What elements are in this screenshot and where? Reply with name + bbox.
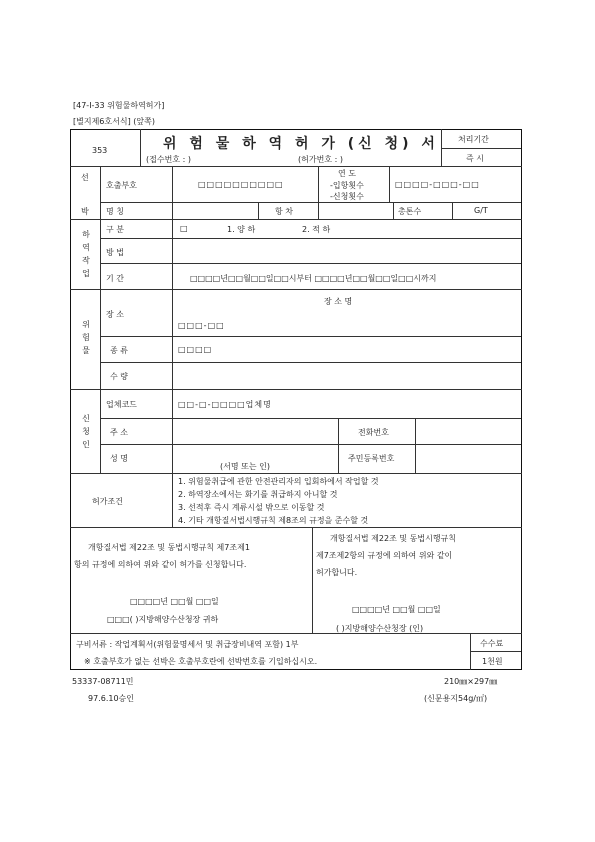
permission-text: 제7조제2항의 규정에 의하여 위와 같이 [316, 551, 453, 560]
footer-approval: 97.6.10승인 [88, 694, 134, 703]
location-label: 장 소 [106, 310, 124, 319]
signature-label: (서명 또는 인) [220, 462, 270, 471]
name-label: 성 명 [110, 454, 128, 463]
quantity-label: 수 량 [110, 372, 128, 381]
permission-text: 개항질서법 제22조 및 동법시행규칙 [330, 534, 456, 543]
receipt-number: (접수번호 : ) [146, 155, 191, 164]
condition-item: 2. 하역장소에서는 화기를 취급하지 아니할 것 [178, 490, 338, 499]
application-text: 항의 규정에 의하여 위와 같이 허가를 신청합니다. [74, 560, 247, 569]
condition-item: 4. 기타 개항질서법시행규칙 제8조의 규정을 준수할 것 [178, 516, 369, 525]
footer-paper-size: 210㎜×297㎜ [444, 677, 498, 686]
year-label: 연 도 [338, 169, 356, 178]
hazmat-section-label: 위 험 물 [82, 320, 90, 355]
applicant-section-label: 신 청 인 [82, 414, 90, 449]
phone-label: 전화번호 [358, 428, 389, 437]
entry-count-label: -입항횟수 [330, 181, 364, 190]
application-recipient: □□□( )지방해양수산청장 귀하 [107, 615, 219, 624]
year-value[interactable]: □□□□-□□□-□□ [395, 180, 480, 189]
address-label: 주 소 [110, 428, 128, 437]
tonnage-unit: G/T [474, 206, 488, 215]
kind-value[interactable]: □□□□ [178, 345, 213, 354]
application-date[interactable]: □□□□년 □□월 □□일 [130, 597, 219, 606]
tonnage-label: 총톤수 [398, 207, 422, 216]
permission-text: 허가합니다. [316, 568, 358, 577]
form-code: [47-Ⅰ-33 위험물하역허가] [73, 101, 165, 110]
work-type-unload: 1. 양 하 [227, 225, 256, 234]
work-type-checkbox[interactable]: □ [180, 224, 188, 233]
permit-number: (허가번호 : ) [298, 155, 343, 164]
permission-issuer: ( )지방해양수산청장 (인) [336, 624, 424, 633]
form-number: 353 [92, 146, 108, 155]
permission-date: □□□□년 □□월 □□일 [352, 605, 441, 614]
kind-label: 종 류 [110, 346, 128, 355]
call-sign-note: ※ 호출부호가 없는 선박은 호출부호란에 선박번호를 기입하십시오. [84, 657, 318, 666]
call-sign-label: 호출부호 [106, 181, 137, 190]
work-period-label: 기 간 [106, 274, 124, 283]
company-code-label: 업체코드 [106, 400, 137, 409]
company-code-value[interactable]: □□-□-□□□□업체명 [178, 400, 272, 409]
ship-name-label: 명 칭 [106, 207, 124, 216]
fee-value: 1천원 [482, 657, 503, 666]
ship-section-char: 박 [81, 207, 89, 216]
location-value[interactable]: □□□-□□ [178, 321, 225, 330]
processing-period-label: 처리기간 [458, 135, 489, 144]
processing-period-value: 즉 시 [466, 154, 484, 163]
work-method-label: 방 법 [106, 248, 124, 257]
work-period-value[interactable]: □□□□년□□월□□일□□시부터 □□□□년□□월□□일□□시까지 [190, 274, 437, 283]
form-title: 위 험 물 하 역 허 가 (신 청) 서 [163, 136, 439, 152]
work-type-label: 구 분 [106, 225, 124, 234]
conditions-label: 허가조건 [92, 497, 123, 506]
fee-label: 수수료 [480, 639, 504, 648]
location-name-label: 장 소 명 [324, 297, 353, 306]
work-type-load: 2. 적 하 [302, 225, 331, 234]
condition-item: 3. 선적후 즉시 계류시설 밖으로 이동할 것 [178, 503, 325, 512]
resident-id-label: 주민등록번호 [348, 454, 395, 463]
ship-section-char: 선 [81, 173, 89, 182]
request-count-label: -신청횟수 [330, 192, 364, 201]
voyage-label: 항 차 [275, 207, 293, 216]
call-sign-value[interactable]: □□□□□□□□□□ [198, 180, 284, 189]
work-section-label: 하 역 작 업 [82, 230, 90, 278]
footer-code: 53337-08711민 [72, 677, 134, 686]
application-text: 개항질서법 제22조 및 동법시행규칙 제7조제1 [88, 543, 250, 552]
required-documents: 구비서류 : 작업계획서(위험물명세서 및 취급장비내역 포함) 1부 [76, 640, 299, 649]
condition-item: 1. 위험물취급에 관한 안전관리자의 입회하에서 작업할 것 [178, 477, 379, 486]
form-label: [별지제6호서식] (앞쪽) [73, 117, 155, 126]
footer-paper-type: (신문용지54g/㎡) [424, 694, 488, 703]
